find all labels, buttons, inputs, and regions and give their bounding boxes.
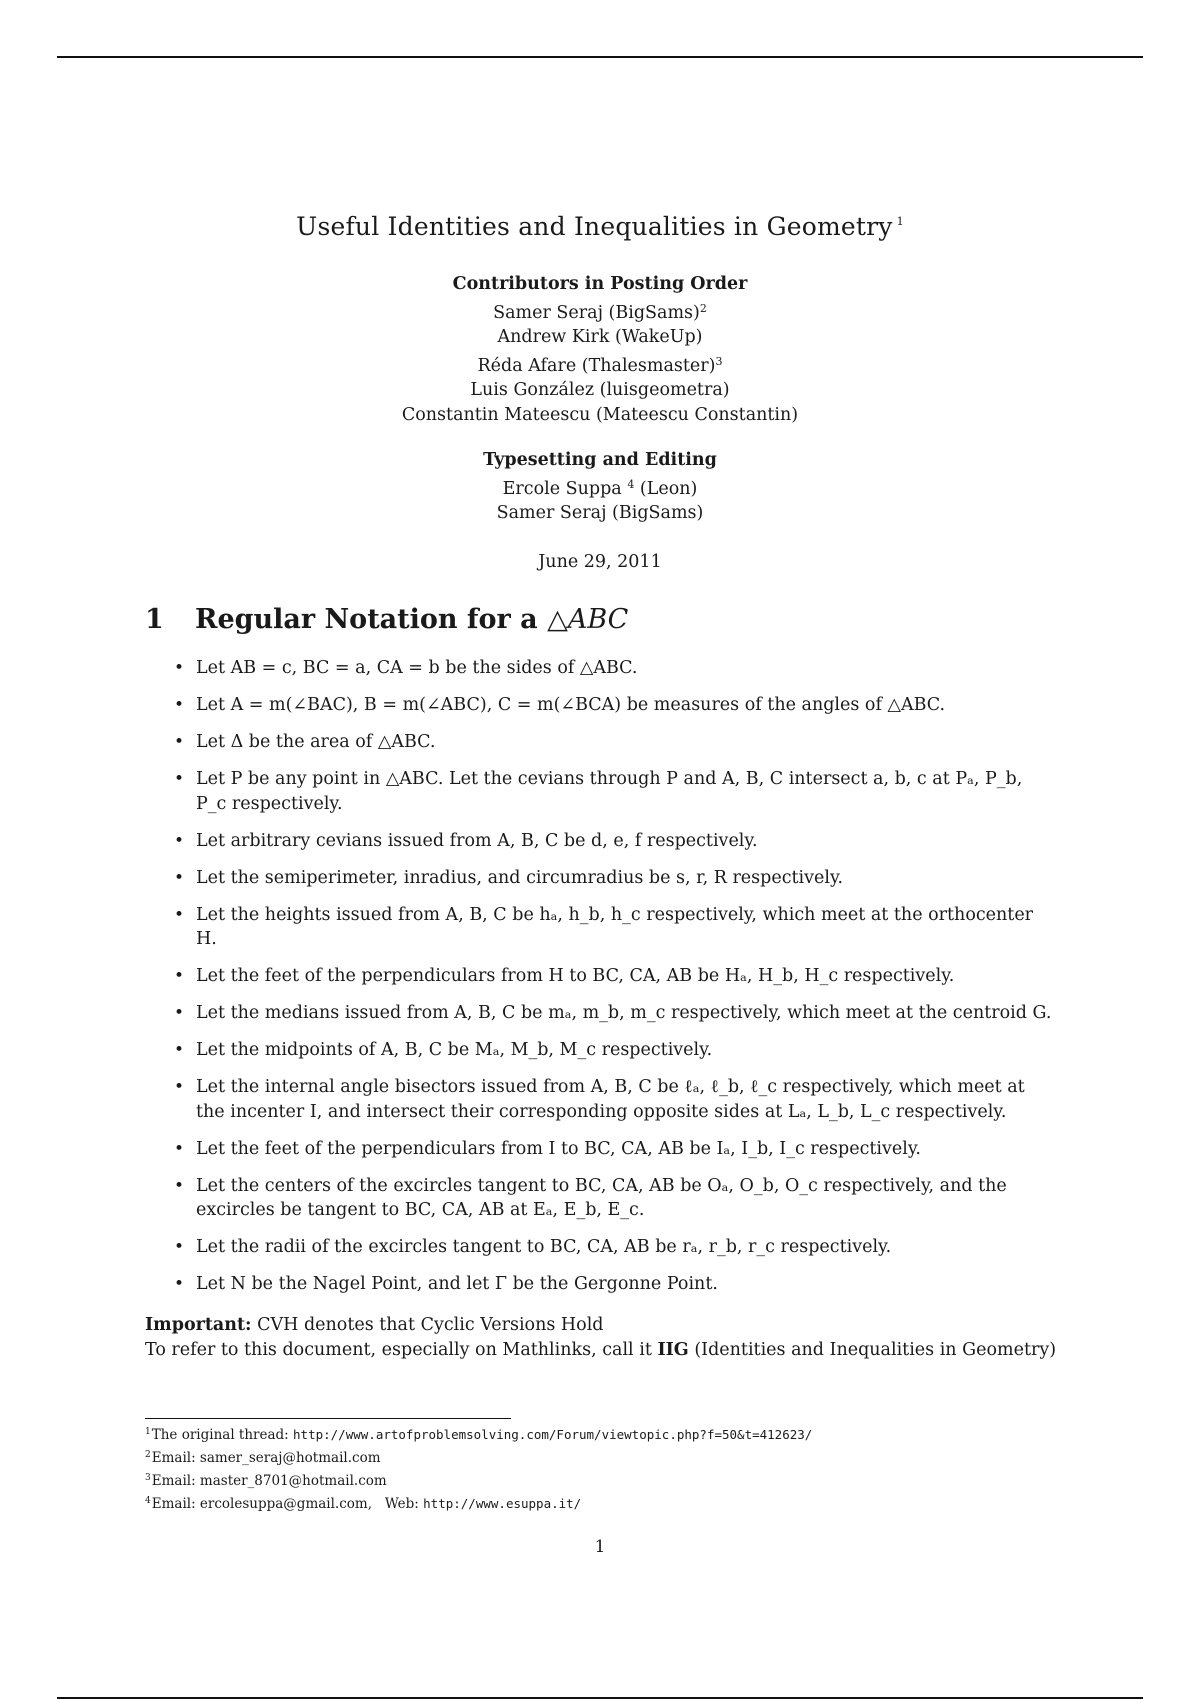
website-link[interactable]: http://www.esuppa.it/	[423, 1496, 582, 1511]
footnote-label: The original thread:	[151, 1427, 289, 1443]
list-item: • Let A = m(∠BAC), B = m(∠ABC), C = m(∠BCA) be measures of the angles of △ABC.	[170, 693, 1055, 718]
list-item: • Let N be the Nagel Point, and let Γ be the Gergonne Point.	[170, 1272, 1055, 1297]
editor-handle: (Leon)	[639, 478, 698, 499]
title-footnote-mark: 1	[896, 215, 904, 228]
footnote-mark: 2	[145, 1450, 151, 1460]
refer-text-b: (Identities and Inequalities in Geometry)	[694, 1340, 1057, 1360]
contributor-line	[0, 350, 1200, 379]
top-rule	[57, 56, 1143, 58]
contributors-block	[0, 272, 1200, 427]
footnotes	[145, 1422, 812, 1514]
contributor-line	[0, 378, 1200, 403]
footnote	[145, 1422, 812, 1445]
section-number: 1	[145, 604, 164, 635]
section-heading	[145, 604, 628, 635]
footnote-mark: 1	[145, 1427, 151, 1437]
bottom-rule	[57, 1697, 1143, 1699]
list-item: • Let Δ be the area of △ABC.	[170, 730, 1055, 755]
footnote-label: Email: master_8701@hotmail.com	[151, 1473, 387, 1489]
list-item: • Let the internal angle bisectors issued from A, B, C be ℓₐ, ℓ_b, ℓ_c respectively, which meet at the incenter I, and intersect their corresponding opposite sides at Lₐ, L_b, L_c respectively.	[170, 1075, 1055, 1124]
notation-list	[170, 656, 1055, 1309]
section-title-text: Regular Notation for a	[195, 604, 538, 635]
footnote	[145, 1468, 812, 1491]
list-item: • Let the radii of the excircles tangent to BC, CA, AB be rₐ, r_b, r_c respectively.	[170, 1235, 1055, 1260]
page-number: 1	[594, 1537, 606, 1557]
contributor-sup: 2	[699, 301, 707, 315]
list-item: • Let arbitrary cevians issued from A, B, C be d, e, f respectively.	[170, 829, 1055, 854]
footnote-label: Email: ercolesuppa@gmail.com,	[151, 1496, 373, 1512]
footnote-rule	[145, 1418, 511, 1419]
typesetting-block	[0, 448, 1200, 526]
refer-abbrev: IIG	[657, 1340, 689, 1360]
list-item: • Let the heights issued from A, B, C be hₐ, h_b, h_c respectively, which meet at the orthocenter H.	[170, 903, 1055, 952]
paper-title	[0, 212, 1200, 241]
contributor-line	[0, 325, 1200, 350]
contributor-line	[0, 403, 1200, 428]
contributors-heading: Contributors in Posting Order	[452, 274, 748, 294]
web-label: Web:	[384, 1496, 419, 1512]
footnote-mark: 4	[145, 1496, 151, 1506]
date: June 29, 2011	[538, 552, 662, 572]
notes-block	[145, 1313, 1056, 1363]
title-text: Useful Identities and Inequalities in Geometry	[296, 212, 893, 241]
editor-line	[0, 473, 1200, 502]
footnote-mark: 3	[145, 1473, 151, 1483]
editor-name: Ercole Suppa	[502, 478, 622, 499]
contributor-name: Luis González (luisgeometra)	[470, 380, 730, 400]
footnote	[145, 1445, 812, 1468]
important-text: CVH denotes that Cyclic Versions Hold	[257, 1315, 604, 1335]
list-item: • Let AB = c, BC = a, CA = b be the sides of △ABC.	[170, 656, 1055, 681]
section-title-math: △ABC	[547, 604, 629, 635]
important-note	[145, 1313, 1056, 1338]
list-item: • Let the midpoints of A, B, C be Mₐ, M_b, M_c respectively.	[170, 1038, 1055, 1063]
contributor-name: Andrew Kirk (WakeUp)	[497, 327, 703, 347]
contributor-name: Réda Afare (Thalesmaster)	[477, 355, 716, 376]
important-label: Important:	[145, 1315, 252, 1335]
list-item: • Let P be any point in △ABC. Let the cevians through P and A, B, C intersect a, b, c at Pₐ, P_b, P_c respectively.	[170, 767, 1055, 816]
contributor-name: Samer Seraj (BigSams)	[493, 302, 700, 323]
refer-note	[145, 1338, 1056, 1363]
footnote	[145, 1491, 812, 1514]
list-item: • Let the centers of the excircles tangent to BC, CA, AB be Oₐ, O_b, O_c respectively, and the excircles be tangent to BC, CA, AB at Eₐ, E_b, E_c.	[170, 1174, 1055, 1223]
list-item: • Let the feet of the perpendiculars from H to BC, CA, AB be Hₐ, H_b, H_c respectively.	[170, 964, 1055, 989]
footnote-label: Email: samer_seraj@hotmail.com	[151, 1450, 381, 1466]
list-item: • Let the semiperimeter, inradius, and circumradius be s, r, R respectively.	[170, 866, 1055, 891]
refer-text-a: To refer to this document, especially on Mathlinks, call it	[145, 1340, 652, 1360]
contributor-name: Constantin Mateescu (Mateescu Constantin)	[401, 404, 799, 425]
typesetting-heading: Typesetting and Editing	[483, 450, 717, 470]
list-item: • Let the medians issued from A, B, C be mₐ, m_b, m_c respectively, which meet at the centroid G.	[170, 1001, 1055, 1026]
editor-line: Samer Seraj (BigSams)	[496, 503, 704, 523]
list-item: • Let the feet of the perpendiculars from I to BC, CA, AB be Iₐ, I_b, I_c respectively.	[170, 1137, 1055, 1162]
editor-sup: 4	[627, 477, 635, 491]
contributor-line	[0, 297, 1200, 326]
contributor-sup: 3	[715, 354, 723, 368]
thread-url-link[interactable]: http://www.artofproblemsolving.com/Forum/viewtopic.php?f=50&t=412623/	[293, 1427, 813, 1442]
